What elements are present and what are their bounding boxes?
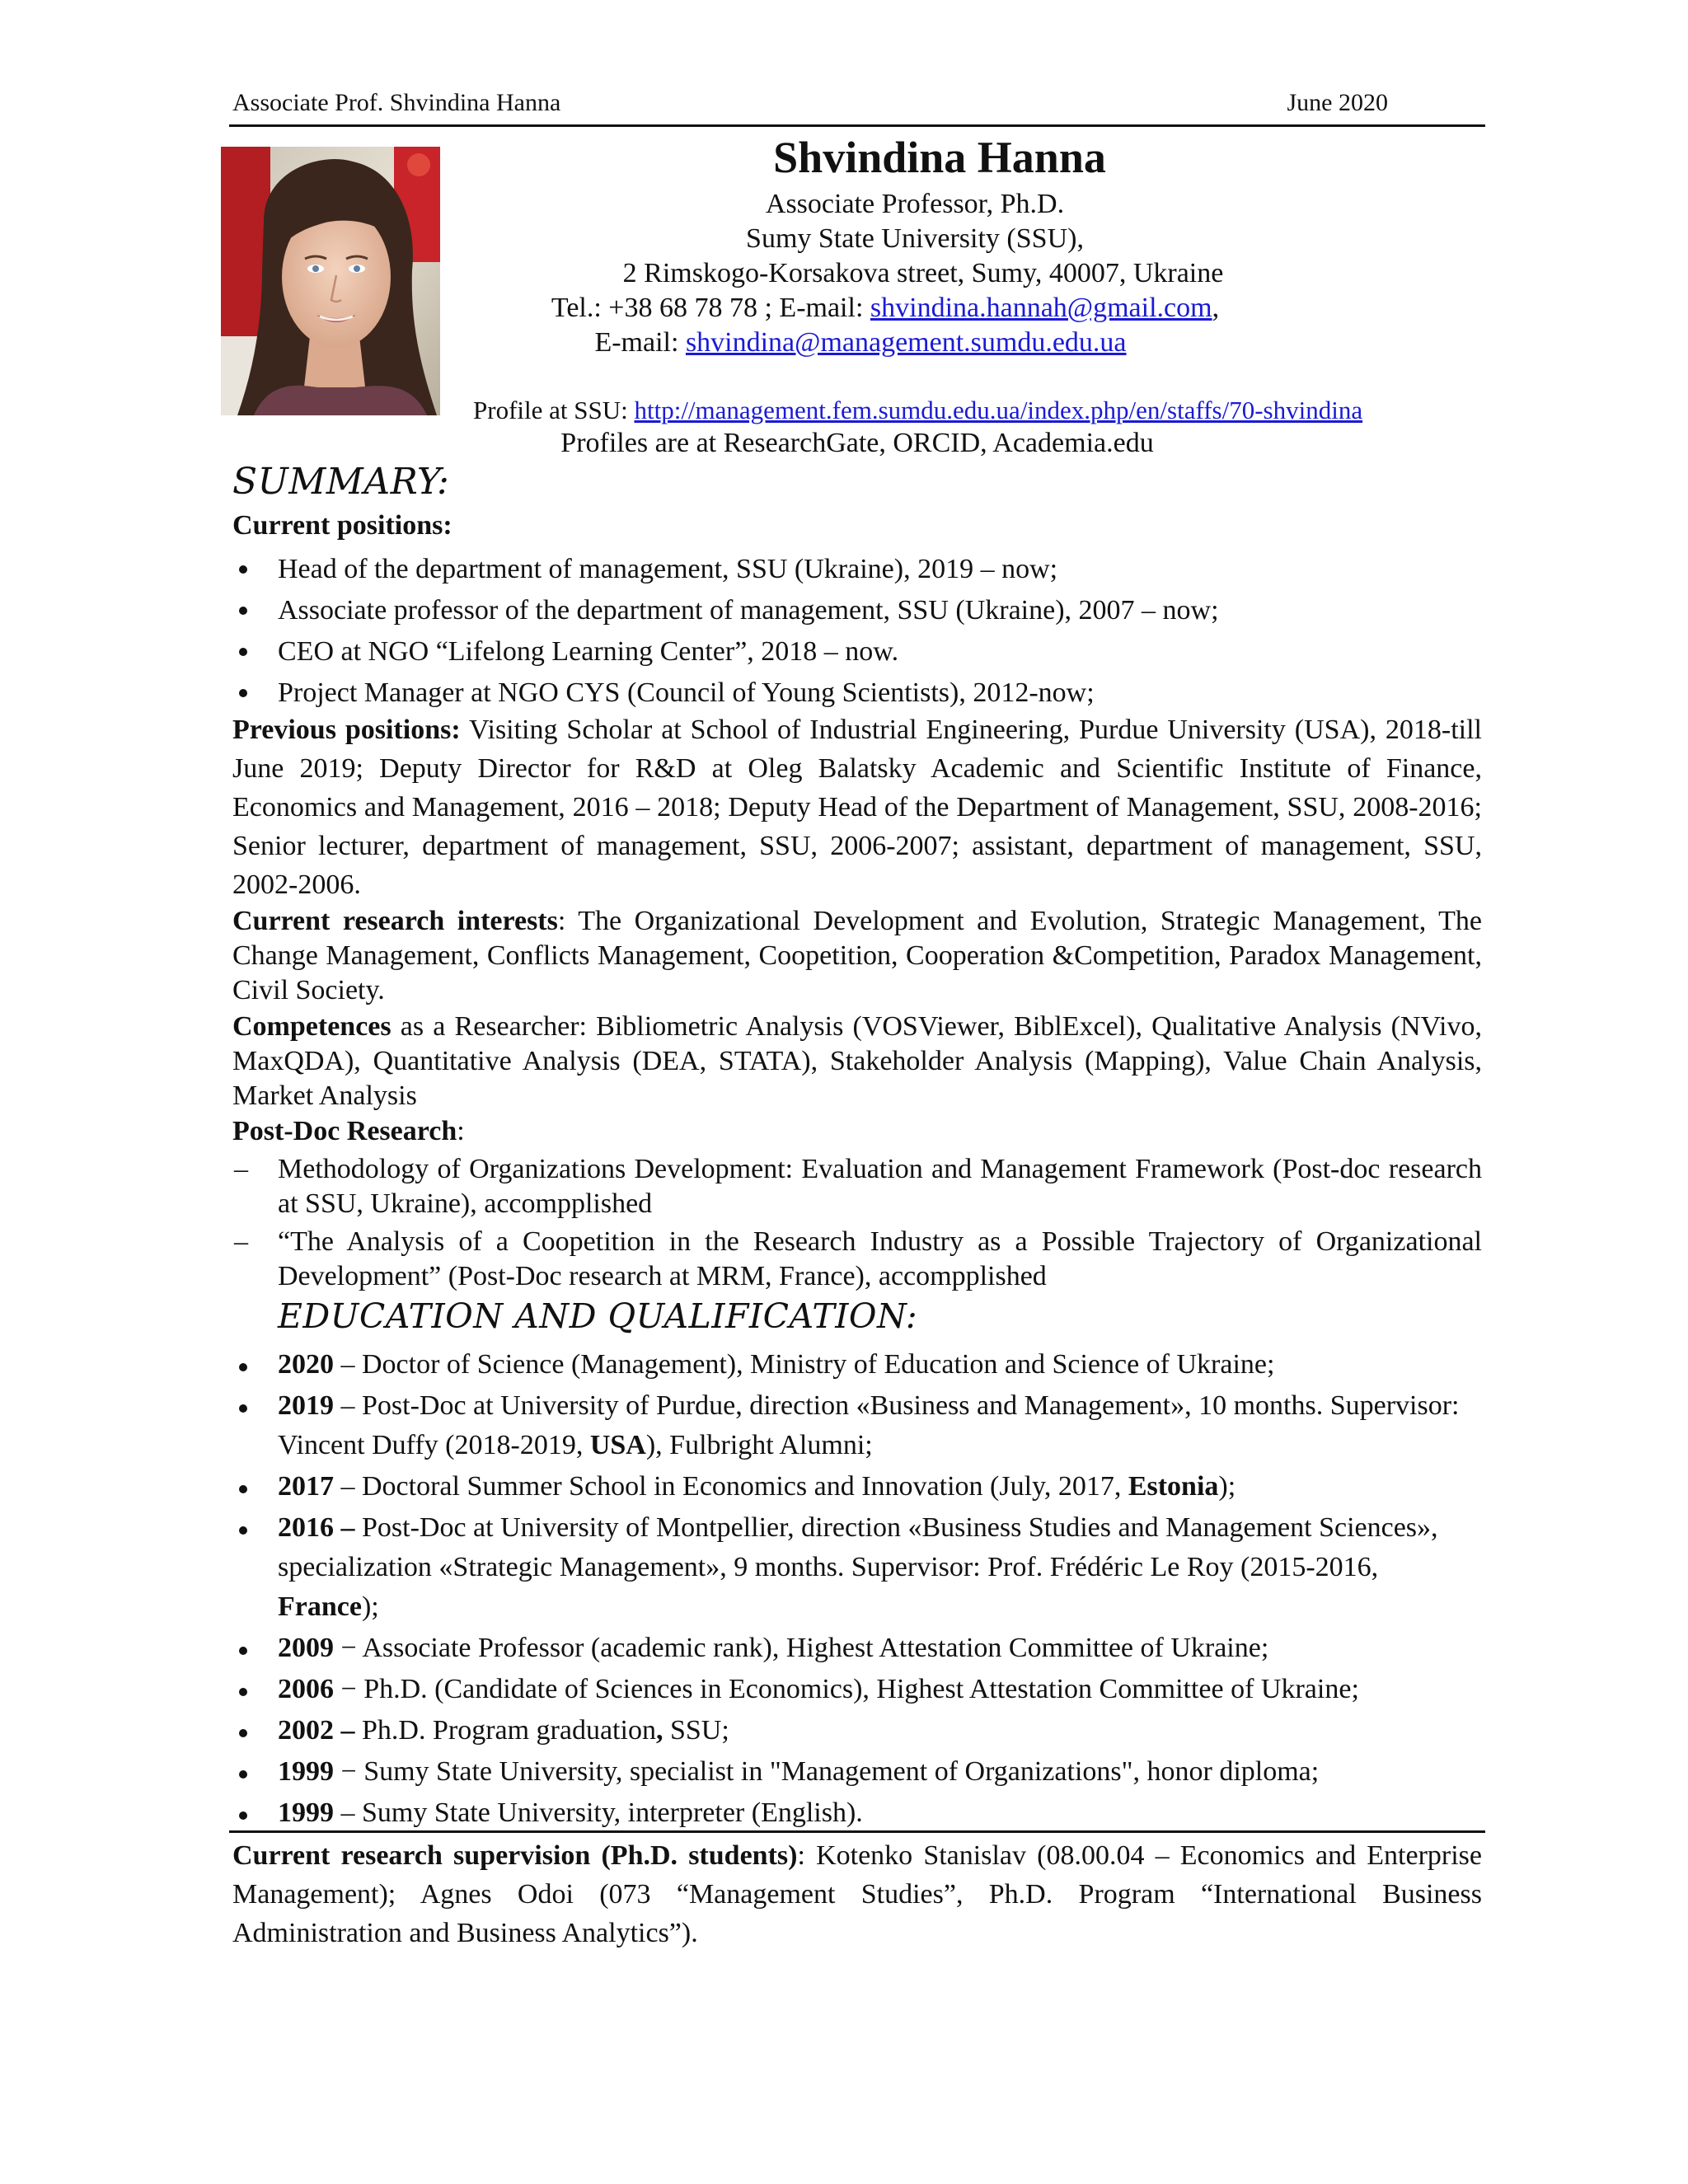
postdoc-item-text: Methodology of Organizations Development: Evaluation and Management Framework (Post-doc research at SSU, Ukraine), accompplished	[278, 1154, 1482, 1219]
contact-line-email2	[382, 326, 1339, 359]
address	[379, 257, 1335, 290]
edu-year: 2006	[278, 1674, 334, 1704]
edu-text: Post-Doc at University of Purdue, direction «Business and Management», 10 months. Supervisor: Vincent Duffy (2018-2019,	[278, 1390, 1460, 1460]
section-rule	[229, 1830, 1485, 1833]
position-text: Associate professor of the department of management, SSU (Ukraine), 2007 – now;	[278, 595, 1219, 626]
bullet-icon	[239, 1729, 247, 1737]
position-text: Project Manager at NGO CYS (Council of Young Scientists), 2012-now;	[278, 677, 1095, 708]
bullet-icon	[239, 1811, 247, 1820]
bullet-icon	[239, 648, 247, 656]
supervision-label: Current research supervision (Ph.D. students)	[232, 1840, 798, 1871]
competences	[232, 1010, 1482, 1113]
edu-tail: );	[1218, 1471, 1236, 1502]
header-left: Associate Prof. Shvindina Hanna	[232, 89, 561, 116]
edu-tail: SSU;	[663, 1715, 729, 1746]
list-item	[232, 1629, 1485, 1668]
header-rule	[229, 124, 1485, 127]
list-item	[232, 1225, 1482, 1294]
address-text: 2 Rimskogo-Korsakova street, Sumy, 40007, Ukraine	[622, 258, 1224, 288]
current-positions-list	[232, 549, 1485, 714]
edu-text: Sumy State University, specialist in "Management of Organizations", honor diploma;	[363, 1756, 1320, 1787]
edu-tail: ), Fulbright Alumni;	[645, 1430, 873, 1460]
position-text: CEO at NGO “Lifelong Learning Center”, 2018 – now.	[278, 636, 899, 667]
postdoc-list	[232, 1152, 1482, 1294]
edu-sep: –	[334, 1390, 362, 1421]
bullet-icon	[239, 607, 247, 615]
edu-year: 2002 –	[278, 1715, 355, 1746]
research-interests-text: : The Organizational Development and Evolution, Strategic Management, The Change Management, Conflicts Management, Coopetition, Cooperation &Competition, Paradox Management, Civil Society.	[232, 906, 1483, 1005]
list-item	[232, 549, 1485, 590]
bullet-icon	[239, 1363, 247, 1371]
bullet-icon	[239, 565, 247, 574]
profile-label: Profile at SSU:	[473, 396, 635, 424]
edu-comma: ,	[655, 1715, 663, 1746]
edu-text: Ph.D. Program graduation	[362, 1715, 656, 1746]
list-item	[232, 1752, 1485, 1792]
edu-year: 2019	[278, 1390, 334, 1421]
edu-text: Associate Professor (academic rank), Highest Attestation Committee of Ukraine;	[362, 1633, 1269, 1663]
list-item	[232, 1670, 1485, 1709]
previous-positions-text: Visiting Scholar at School of Industrial Engineering, Purdue University (USA), 2018-till June 2019; Deputy Director for R&D at Oleg Balatsky Academic and Scientific Institute of Finance, Economics and Management, 2016 – 2018; Deputy Head of the Department of Management, SSU, 2008-2016; Senior lecturer, department of management, SSU, 2006-2007; assistant, department of management, SSU, 2002-2006.	[232, 715, 1482, 900]
edu-text: Sumy State University, interpreter (English).	[362, 1797, 863, 1828]
edu-text: Doctor of Science (Management), Ministry of Education and Science of Ukraine;	[362, 1349, 1275, 1380]
edu-country: Estonia	[1128, 1471, 1219, 1502]
list-item	[232, 1467, 1485, 1507]
education-heading: EDUCATION AND QUALIFICATION:	[278, 1296, 918, 1336]
edu-tail: );	[361, 1591, 379, 1622]
list-item	[232, 1711, 1485, 1750]
edu-year: 2017	[278, 1471, 334, 1502]
job-title: Associate Professor, Ph.D.	[765, 189, 1065, 219]
education-list	[232, 1345, 1485, 1833]
edu-sep	[355, 1715, 363, 1746]
bullet-icon	[239, 1485, 247, 1493]
profile-line	[473, 394, 1362, 427]
research-interests	[232, 904, 1482, 1008]
edu-year: 2020	[278, 1349, 334, 1380]
summary-heading: SUMMARY:	[232, 461, 450, 503]
bullet-icon	[239, 1647, 247, 1655]
edu-year: 1999	[278, 1797, 334, 1828]
email2-label: E-mail:	[594, 327, 686, 358]
competences-text: as a Researcher: Bibliometric Analysis (VOSViewer, BiblExcel), Qualitative Analysis (NVivo, MaxQDA), Quantitative Analysis (DEA, STATA), Stakeholder Analysis (Mapping), Value Chain Analysis, Market Analysis	[232, 1011, 1482, 1111]
profile-link[interactable]: http://management.fem.sumdu.edu.ua/index.php/en/staffs/70-shvindina	[634, 396, 1363, 424]
person-name: Shvindina Hanna	[773, 133, 1106, 182]
edu-text: Ph.D. (Candidate of Sciences in Economics), Highest Attestation Committee of Ukraine;	[363, 1674, 1359, 1704]
list-item	[232, 590, 1485, 631]
bullet-icon	[239, 689, 247, 697]
edu-year: 1999	[278, 1756, 334, 1787]
edu-text: Post-Doc at University of Montpellier, direction «Business Studies and Management Sciences», specialization «Strategic Management», 9 months. Supervisor: Prof. Frédéric Le Roy (2015-2016,	[278, 1512, 1438, 1582]
edu-sep: −	[334, 1674, 364, 1704]
tel-email-label: Tel.: +38 68 78 78 ; E-mail:	[551, 293, 870, 323]
dash-icon: –	[234, 1226, 248, 1257]
email1-suffix: ,	[1212, 293, 1220, 323]
edu-sep: –	[334, 1471, 362, 1502]
bullet-icon	[239, 1688, 247, 1696]
research-interests-label: Current research interests	[232, 906, 558, 936]
bullet-icon	[239, 1770, 247, 1779]
header-date: June 2020	[1287, 89, 1388, 116]
running-header	[232, 89, 1485, 117]
list-item	[232, 1508, 1485, 1627]
edu-country: France	[278, 1591, 362, 1622]
list-item	[232, 673, 1485, 714]
current-positions-label: Current positions:	[232, 510, 452, 541]
postdoc-heading	[232, 1114, 1482, 1149]
edu-year: 2016 –	[278, 1512, 355, 1543]
bullet-icon	[239, 1526, 247, 1535]
edu-sep: −	[334, 1756, 364, 1787]
edu-country: USA	[589, 1430, 646, 1460]
list-item	[232, 631, 1485, 673]
previous-positions	[232, 710, 1482, 904]
edu-sep	[355, 1512, 363, 1543]
postdoc-label: Post-Doc Research	[232, 1116, 457, 1146]
postdoc-item-text: “The Analysis of a Coopetition in the Research Industry as a Possible Trajectory of Organizational Development” (Post-Doc research at MRM, France), accompplished	[278, 1226, 1482, 1291]
edu-year: 2009	[278, 1633, 334, 1663]
research-supervision	[232, 1836, 1482, 1952]
dash-icon: –	[234, 1154, 248, 1184]
edu-sep: –	[334, 1797, 362, 1828]
edu-text: Doctoral Summer School in Economics and Innovation (July, 2017,	[362, 1471, 1128, 1502]
bullet-icon	[239, 1404, 247, 1413]
position-text: Head of the department of management, SSU (Ukraine), 2019 – now;	[278, 554, 1058, 584]
contact-line-tel	[407, 292, 1363, 325]
list-item	[232, 1793, 1485, 1833]
list-item	[232, 1152, 1482, 1221]
previous-positions-label: Previous positions:	[232, 715, 461, 745]
university: Sumy State University (SSU),	[746, 223, 1084, 254]
email-link-sumdu[interactable]: shvindina@management.sumdu.edu.ua	[685, 327, 1127, 358]
edu-sep: −	[334, 1633, 363, 1663]
competences-label: Competences	[232, 1011, 392, 1042]
edu-sep: –	[334, 1349, 362, 1380]
list-item	[232, 1345, 1485, 1385]
postdoc-colon: :	[457, 1116, 465, 1146]
supervision-text: : Kotenko Stanislav (08.00.04 – Economics and Enterprise Management); Agnes Odoi (073 “Management Studies”, Ph.D. Program “International Business Administration and Business Analytics”).	[232, 1840, 1483, 1948]
list-item	[232, 1386, 1485, 1465]
profiles-note: Profiles are at ResearchGate, ORCID, Academia.edu	[560, 428, 1154, 458]
email-link-gmail[interactable]: shvindina.hannah@gmail.com	[870, 293, 1212, 323]
